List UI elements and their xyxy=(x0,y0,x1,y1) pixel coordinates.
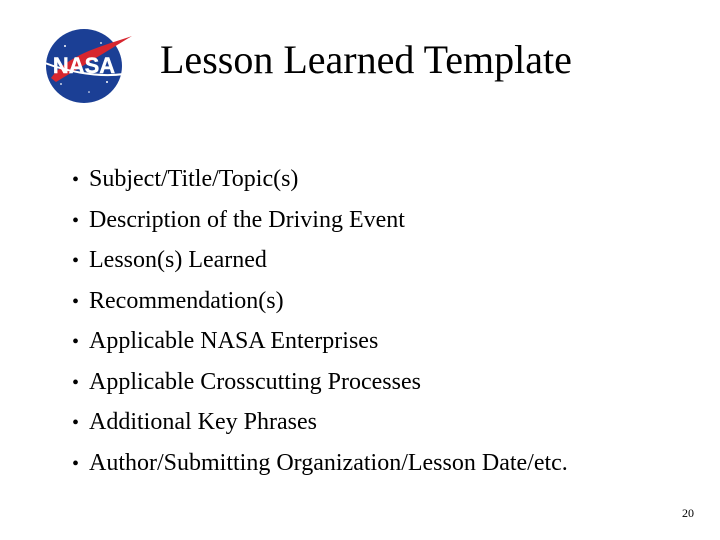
list-item-label: Additional Key Phrases xyxy=(89,409,317,435)
bullet-icon: • xyxy=(72,209,80,232)
bullet-icon: • xyxy=(72,452,80,475)
list-item-label: Lesson(s) Learned xyxy=(89,247,267,273)
list-item-label: Applicable Crosscutting Processes xyxy=(89,368,421,395)
bullet-list xyxy=(72,159,568,483)
bullet-icon: • xyxy=(72,331,80,353)
list-item xyxy=(72,281,568,322)
list-item-label: Recommendation(s) xyxy=(89,287,284,314)
bullet-icon: • xyxy=(72,412,80,434)
list-item xyxy=(72,200,568,241)
list-item-label: Author/Submitting Organization/Lesson Date/etc. xyxy=(89,449,568,476)
bullet-icon: • xyxy=(72,290,80,313)
slide-title: Lesson Learned Template xyxy=(160,37,572,82)
bullet-icon: • xyxy=(72,250,80,272)
list-item xyxy=(72,159,568,200)
list-item xyxy=(72,362,568,403)
list-item xyxy=(72,321,568,362)
nasa-logo xyxy=(33,26,135,106)
list-item xyxy=(72,240,568,281)
nasa-logo-text: NASA xyxy=(52,53,116,78)
list-item xyxy=(72,443,568,484)
bullet-icon: • xyxy=(72,371,80,394)
bullet-icon: • xyxy=(72,169,80,191)
page-number: 20 xyxy=(682,506,694,520)
list-item xyxy=(72,402,568,443)
list-item-label: Subject/Title/Topic(s) xyxy=(89,166,299,192)
nasa-logo-graphic xyxy=(33,26,135,106)
list-item-label: Applicable NASA Enterprises xyxy=(89,328,379,354)
list-item-label: Description of the Driving Event xyxy=(89,206,405,233)
